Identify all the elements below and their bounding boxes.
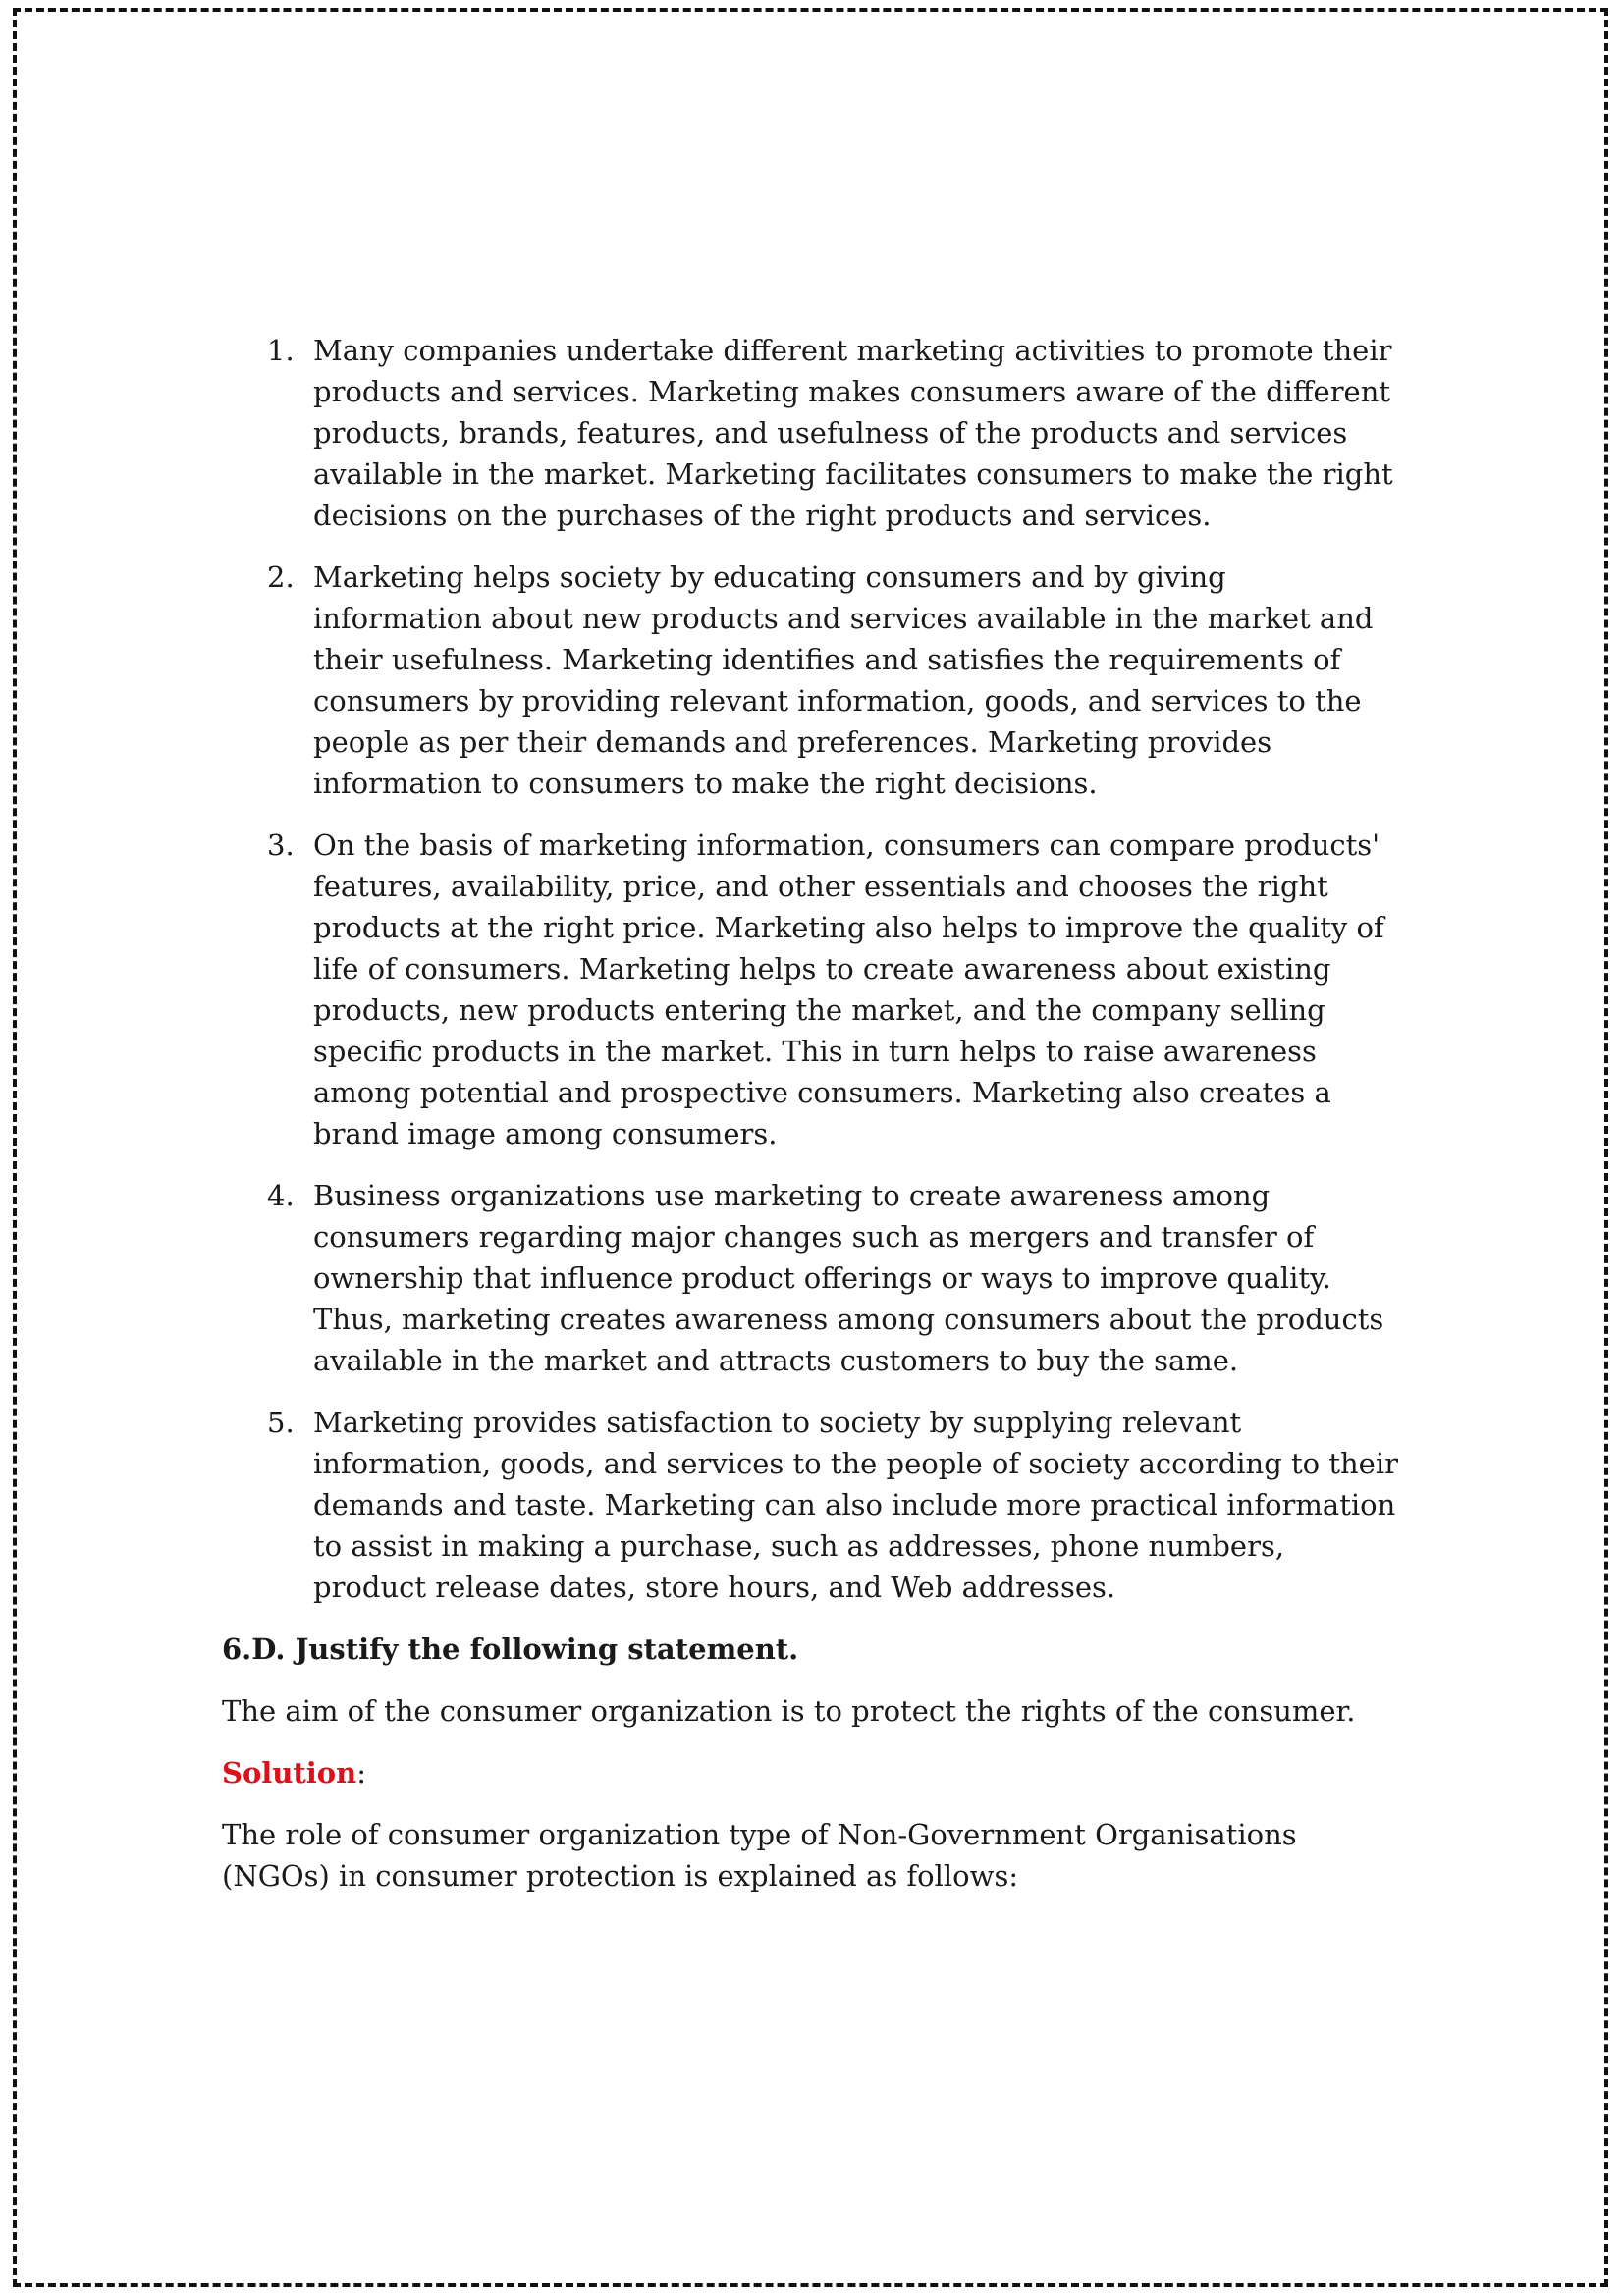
list-item-text: On the basis of marketing information, consumers can compare products' features, availability, price, and other essentials and chooses the right products at the right price. Marketing also helps to improve the quality of life of consumers. Marketing helps to create awareness about existing products, new products entering the market, and the company selling specific products in the market. This in turn helps to raise awareness among potential and prospective consumers. Marketing also creates a brand image among consumers. [313, 828, 1384, 1150]
list-item [222, 557, 1400, 804]
list-item-text: Business organizations use marketing to create awareness among consumers regarding major changes such as mergers and transfer of ownership that influence product offerings or ways to improve quality. Thus, marketing creates awareness among consumers about the products available in the market and attracts customers to buy the same. [313, 1179, 1384, 1377]
list-item-number: 2. [267, 561, 295, 594]
solution-label: Solution [222, 1756, 357, 1789]
list-item-text: Marketing helps society by educating consumers and by giving information about new products and services available in the market and their usefulness. Marketing identifies and satisfies the requirements of consumers by providing relevant information, goods, and services to the people as per their demands and preferences. Marketing provides information to consumers to make the right decisions. [313, 561, 1374, 800]
list-item-number: 3. [267, 828, 295, 862]
list-item-number: 4. [267, 1179, 295, 1212]
question-heading: 6.D. Justify the following statement. [222, 1632, 799, 1666]
list-item-number: 1. [267, 334, 295, 367]
solution-line [222, 1752, 1400, 1793]
document-content [222, 330, 1400, 1917]
list-item-number: 5. [267, 1406, 295, 1439]
list-item [222, 1402, 1400, 1608]
list-item [222, 1175, 1400, 1381]
list-item [222, 330, 1400, 536]
list-item [222, 825, 1400, 1154]
question-statement: The aim of the consumer organization is to protect the rights of the consumer. [222, 1694, 1356, 1728]
numbered-list [222, 330, 1400, 1608]
list-item-text: Many companies undertake different marketing activities to promote their products and services. Marketing makes consumers aware of the different products, brands, features, and usefulness of the products and services available in the market. Marketing facilitates consumers to make the right decisions on the purchases of the right products and services. [313, 334, 1393, 532]
solution-text: The role of consumer organization type of Non-Government Organisations (NGOs) in consumer protection is explained as follows: [222, 1818, 1297, 1893]
list-item-text: Marketing provides satisfaction to society by supplying relevant information, goods, and services to the people of society according to their demands and taste. Marketing can also include more practical information to assist in making a purchase, such as addresses, phone numbers, product release dates, store hours, and Web addresses. [313, 1406, 1398, 1604]
solution-colon: : [356, 1756, 367, 1789]
